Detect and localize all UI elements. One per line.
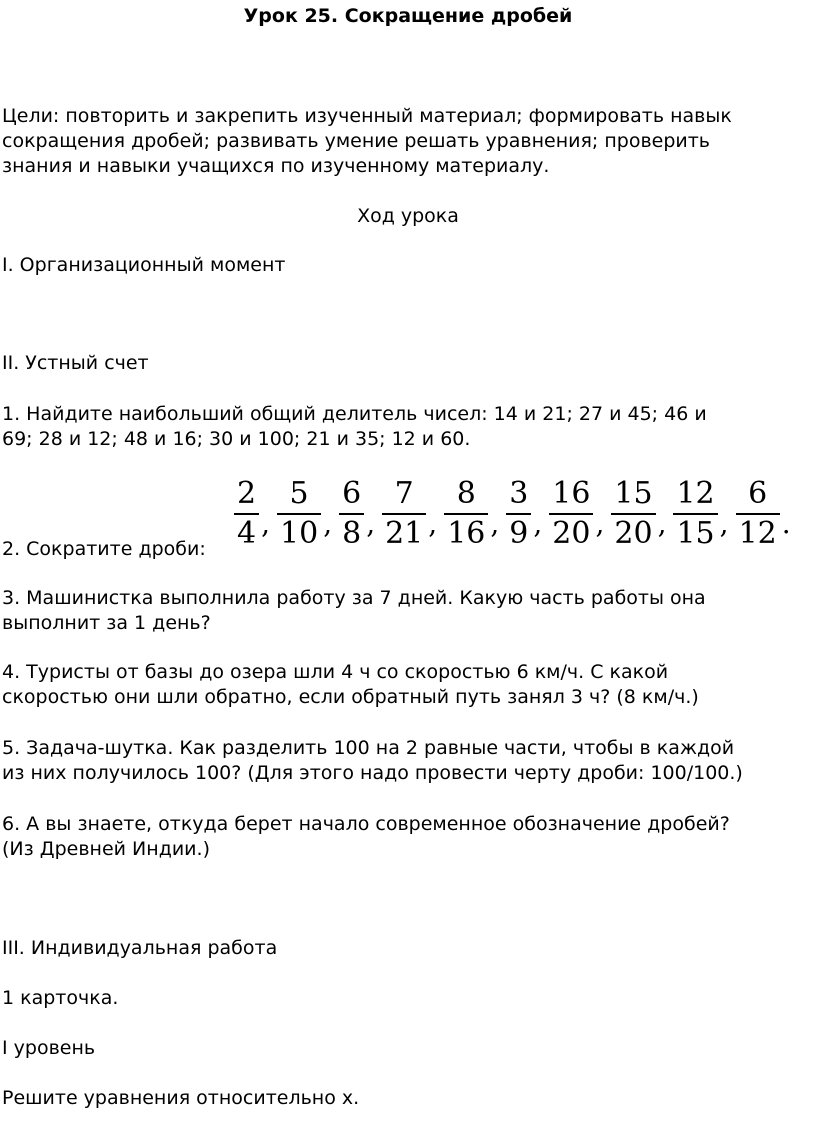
fraction-numerator: 12 [676, 476, 715, 511]
instruction-text: Решите уравнения относительно х. [2, 1087, 360, 1109]
fractions-row [234, 474, 798, 554]
fraction-denominator: 20 [614, 516, 653, 551]
task1-line-2: 69; 28 и 12; 48 и 16; 30 и 100; 21 и 35; 12 и 60. [2, 428, 471, 450]
task3-line-1: 3. Машинистка выполнила работу за 7 дней. Какую часть работы она [2, 587, 706, 609]
fraction-numerator: 8 [456, 476, 476, 511]
card-label: 1 карточка. [2, 987, 119, 1009]
section-individual-work: III. Индивидуальная работа [2, 937, 278, 959]
fraction-numerator: 5 [289, 476, 309, 511]
fraction-denominator: 8 [342, 516, 362, 551]
fraction-numerator: 15 [614, 476, 653, 511]
fraction [277, 477, 321, 551]
task6-line-2: (Из Древней Индии.) [2, 838, 210, 860]
fraction [611, 477, 655, 551]
task6-line-1: 6. А вы знаете, откуда берет начало современное обозначение дробей? [2, 813, 730, 835]
fraction-separator: , [490, 506, 500, 540]
fraction [234, 477, 259, 551]
level-label: I уровень [2, 1037, 96, 1059]
task4-line-1: 4. Туристы от базы до озера шли 4 ч со скоростью 6 км/ч. С какой [2, 661, 669, 683]
section-oral-count: II. Устный счет [2, 352, 149, 374]
fraction-separator: , [261, 506, 270, 540]
fraction-numerator: 6 [342, 476, 362, 511]
fraction-numerator: 3 [509, 476, 529, 511]
fraction-denominator: 15 [676, 516, 715, 551]
task1-line-1: 1. Найдите наибольший общий делитель чисел: 14 и 21; 27 и 45; 46 и [2, 403, 707, 425]
task2-label: 2. Сократите дроби: [2, 538, 206, 560]
fraction [506, 477, 531, 551]
goals-line-1: Цели: повторить и закрепить изученный материал; формировать навык [2, 105, 732, 127]
fraction [339, 477, 364, 551]
fraction-numerator: 16 [552, 476, 591, 511]
fraction-numerator: 7 [394, 476, 414, 511]
fraction [382, 477, 426, 551]
lesson-title: Урок 25. Сокращение дробей [243, 5, 573, 27]
fraction [736, 477, 780, 551]
task3-line-2: выполнит за 1 день? [2, 612, 211, 634]
fraction-separator: , [657, 506, 667, 540]
fraction-separator: , [595, 506, 605, 540]
fraction-separator: , [366, 506, 376, 540]
fraction [444, 477, 488, 551]
fraction-numerator: 2 [237, 476, 257, 511]
fraction-denominator: 21 [385, 516, 424, 551]
fraction-denominator: 4 [237, 516, 257, 551]
task5-line-2: из них получилось 100? (Для этого надо провести черту дроби: 100/100.) [2, 762, 743, 784]
goals-line-2: сокращения дробей; развивать умение решать уравнения; проверить [2, 130, 711, 152]
fraction-denominator: 16 [447, 516, 486, 551]
section-organizational: I. Организационный момент [2, 254, 286, 276]
task5-line-1: 5. Задача-шутка. Как разделить 100 на 2 равные части, чтобы в каждой [2, 737, 735, 759]
fraction-denominator: 9 [509, 516, 529, 551]
fraction-separator: , [428, 506, 438, 540]
fraction-denominator: 10 [280, 516, 319, 551]
fraction-separator: , [719, 506, 729, 540]
fraction [673, 477, 717, 551]
fraction-separator: . [781, 506, 791, 540]
fraction-denominator: 20 [552, 516, 591, 551]
fraction-denominator: 12 [738, 516, 777, 551]
lesson-plan-heading: Ход урока [357, 205, 459, 227]
task4-line-2: скоростью они шли обратно, если обратный путь занял 3 ч? (8 км/ч.) [2, 686, 699, 708]
fraction [549, 477, 593, 551]
fraction-separator: , [533, 506, 543, 540]
fraction-separator: , [323, 506, 333, 540]
goals-line-3: знания и навыки учащихся по изученному материалу. [2, 155, 550, 177]
fraction-numerator: 6 [748, 476, 768, 511]
